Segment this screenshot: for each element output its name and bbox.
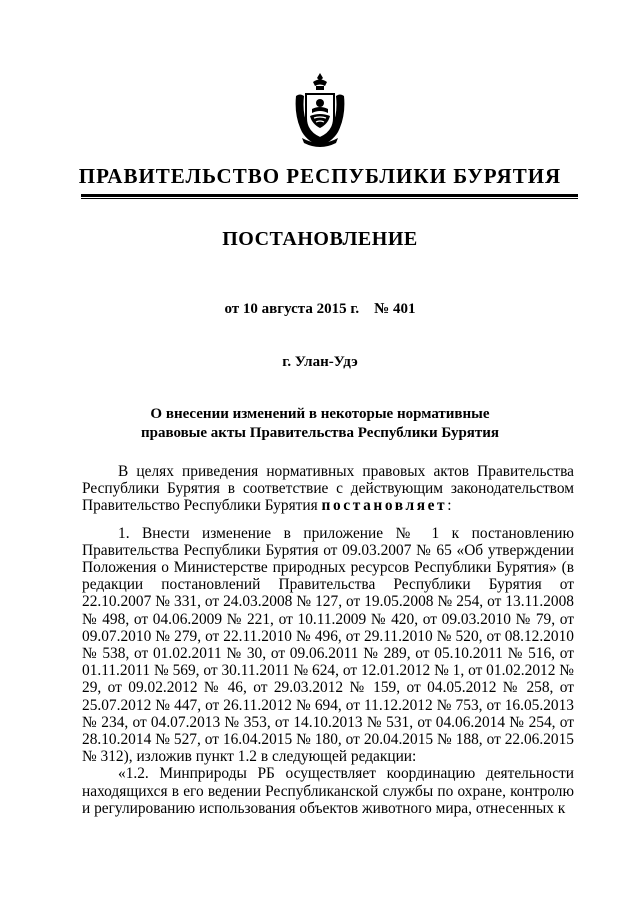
coat-of-arms-icon <box>292 72 348 148</box>
preamble-paragraph <box>82 463 574 515</box>
resolves-word: постановляет <box>321 497 448 515</box>
government-title: ПРАВИТЕЛЬСТВО РЕСПУБЛИКИ БУРЯТИЯ <box>78 164 562 188</box>
resolves-colon: : <box>447 497 452 515</box>
city-name: г. Улан-Удэ <box>282 354 358 370</box>
subject-line-2: правовые акты Правительства Республики Бурятия <box>140 425 500 441</box>
document-type: ПОСТАНОВЛЕНИЕ <box>222 228 418 250</box>
date-and-number: от 10 августа 2015 г. № 401 <box>224 301 416 317</box>
preamble-text: В целях приведения нормативных правовых актов Правительства Республики Бурятия в соответствие с действующим законодательством Правительство Республики Бурятия <box>82 463 574 515</box>
subject-line-1: О внесении изменений в некоторые нормативные <box>150 406 490 422</box>
document-subject <box>100 405 540 443</box>
header-rule-thick <box>81 194 578 197</box>
item-1-paragraph: 1. Внести изменение в приложение № 1 к постановлению Правительства Республики Бурятия от 09.03.2007 № 65 «Об утверждении Положения о Министерстве природных ресурсов Республики Бурятия» (в редакции постановлений Правительства Республики Бурятия от 22.10.2007 № 331, от 24.03.2008 № 127, от 19.05.2008 № 254, от 13.11.2008 № 498, от 04.06.2009 № 221, от 10.11.2009 № 420, от 09.03.2010 № 79, от 09.07.2010 № 279, от 22.11.2010 № 496, от 29.11.2010 № 520, от 08.12.2010 № 538, от 01.02.2011 № 30, от 09.06.2011 № 289, от 05.10.2011 № 516, от 01.11.2011 № 569, от 30.11.2011 № 624, от 12.01.2012 № 1, от 01.02.2012 № 29, от 09.02.2012 № 46, от 29.03.2012 № 159, от 04.05.2012 № 258, от 25.07.2012 № 447, от 26.11.2012 № 694, от 11.12.2012 № 753, от 16.05.2013 № 234, от 04.07.2013 № 353, от 14.10.2013 № 531, от 04.06.2014 № 254, от 28.10.2014 № 527, от 16.04.2015 № 180, от 20.04.2015 № 188, от 22.06.2015 № 312), изложив пункт 1.2 в следующей редакции: <box>82 524 574 766</box>
quote-paragraph: «1.2. Минприроды РБ осуществляет координацию деятельности находящихся в его ведении Республиканской службы по охране, контролю и регулированию использования объектов животного мира, отнесенных к <box>82 765 574 817</box>
document-body <box>82 463 574 817</box>
header-rule-thin <box>81 198 578 199</box>
